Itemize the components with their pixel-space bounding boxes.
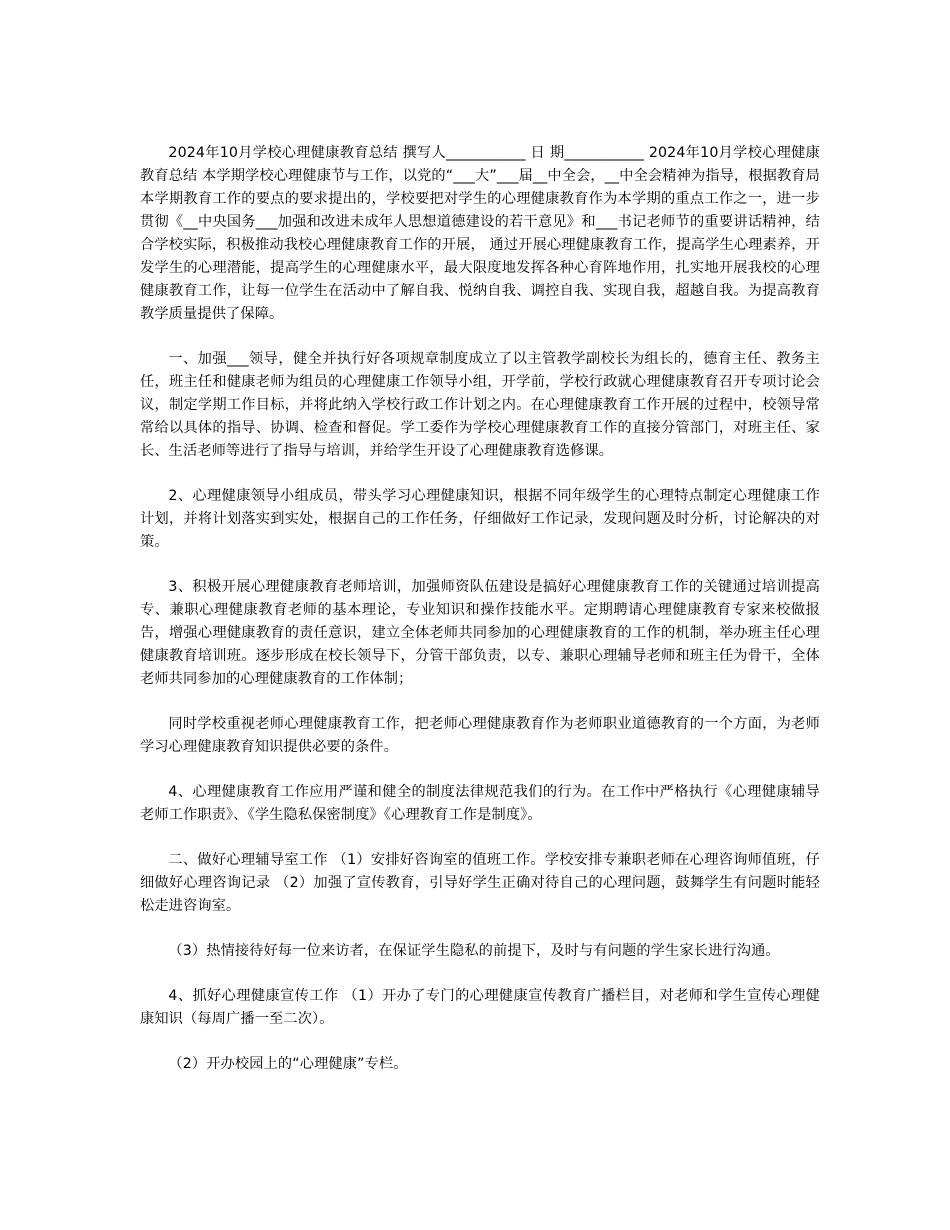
paragraph-section-1: 一、加强___领导，健全并执行好各项规章制度成立了以主管教学副校长为组长的，德育主任、教务主任，班主任和健康老师为组员的心理健康工作领导小组，开学前，学校行政就心理健康教育召开专项讨论会议，制定学期工作目标，并将此纳入学校行政工作计划之内。在心理健康教育工作开展的过程中，校领导常常给以具体的指导、协调、检查和督促。学工委作为学校心理健康教育工作的直接分管部门，对班主任、家长、生活老师等进行了指导与培训，并给学生开设了心理健康教育选修课。 xyxy=(140,351,820,459)
document-body xyxy=(140,142,820,1098)
paragraph-item-2-column: （2）开办校园上的“心理健康”专栏。 xyxy=(168,1056,408,1072)
paragraph-intro: 2024年10月学校心理健康教育总结 撰写人___________ 日 期___________ 2024年10月学校心理健康教育总结 本学期学校心理健康节与工作，以党的“___大”___届__中全会，__中全会精神为指导，根据教育局本学期教育工作的要点的要求提出的，学校要把对学生的心理健康教育作为本学期的重点工作之一，进一步贯彻《__中央国务___加强和改进未成年人思想道德建设的若干意见》和___书记老师节的重要讲话精神，结合学校实际，积极推动我校心理健康教育工作的开展， 通过开展心理健康教育工作，提高学生心理素养，开发学生的心理潜能，提高学生的心理健康水平，最大限度地发挥各种心育阵地作用，扎实地开展我校的心理健康教育工作，让每一位学生在活动中了解自我、悦纳自我、调控自我、实现自我，超越自我。为提高教育教学质量提供了保障。 xyxy=(140,145,820,322)
paragraph-item-2: 2、心理健康领导小组成员，带头学习心理健康知识，根据不同年级学生的心理特点制定心理健康工作计划，并将计划落实到实处，根据自己的工作任务，仔细做好工作记录，发现问题及时分析，讨论解决的对策。 xyxy=(140,488,820,550)
paragraph-teacher-health: 同时学校重视老师心理健康教育工作，把老师心理健康教育作为老师职业道德教育的一个方面，为老师学习心理健康教育知识提供必要的条件。 xyxy=(140,716,820,755)
paragraph-item-3: 3、积极开展心理健康教育老师培训，加强师资队伍建设是搞好心理健康教育工作的关键通过培训提高专、兼职心理健康教育老师的基本理论，专业知识和操作技能水平。定期聘请心理健康教育专家来校做报告，增强心理健康教育的责任意识，建立全体老师共同参加的心理健康教育的工作的机制，举办班主任心理健康教育培训班。逐步形成在校长领导下，分管干部负责，以专、兼职心理辅导老师和班主任为骨干，全体老师共同参加的心理健康教育的工作体制； xyxy=(140,579,820,687)
paragraph-section-2: 二、做好心理辅导室工作 （1）安排好咨询室的值班工作。学校安排专兼职老师在心理咨询师值班，仔细做好心理咨询记录 （2）加强了宣传教育，引导好学生正确对待自己的心理问题，鼓舞学生有问题时能轻松走进咨询室。 xyxy=(140,852,820,914)
paragraph-item-4-publicity: 4、抓好心理健康宣传工作 （1）开办了专门的心理健康宣传教育广播栏目，对老师和学生宣传心理健康知识（每周广播一至二次）。 xyxy=(140,988,820,1027)
paragraph-item-4-rules: 4、心理健康教育工作应用严谨和健全的制度法律规范我们的行为。在工作中严格执行《心理健康辅导老师工作职责》、《学生隐私保密制度》《心理教育工作是制度》。 xyxy=(140,784,820,823)
paragraph-item-3-visitors: （3）热情接待好每一位来访者，在保证学生隐私的前提下，及时与有问题的学生家长进行沟通。 xyxy=(168,943,780,959)
